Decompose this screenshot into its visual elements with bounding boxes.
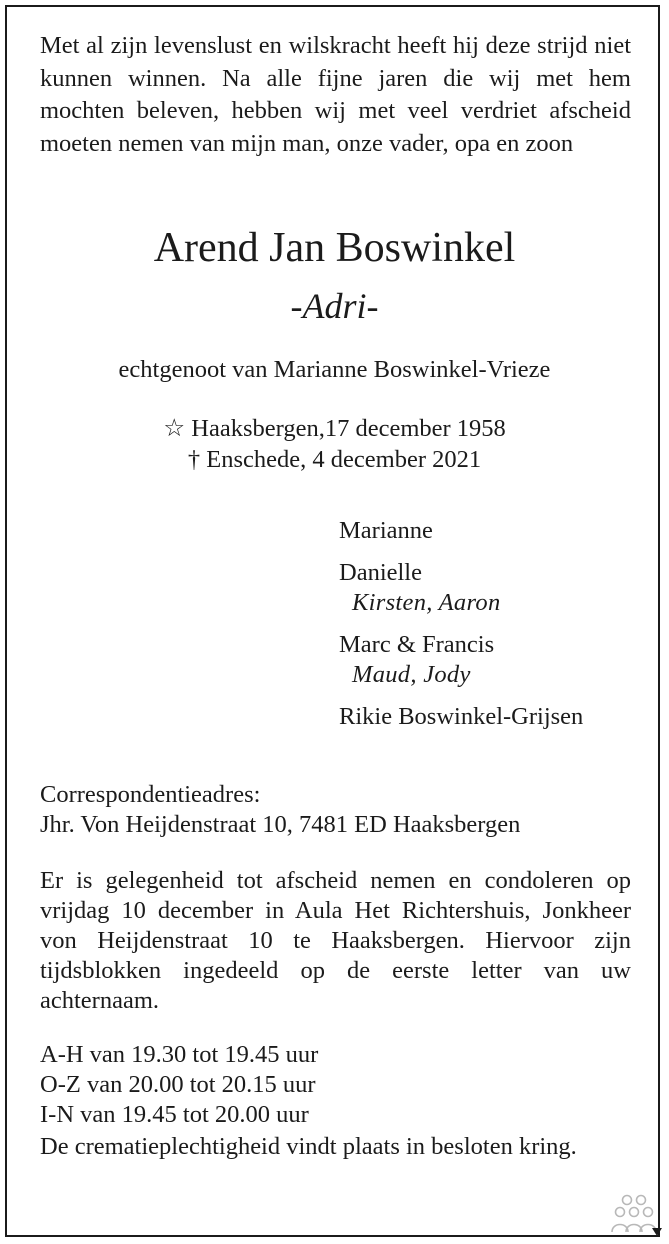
deceased-name: Arend Jan Boswinkel [153,225,516,271]
intro-text: Met al zijn levenslust en wilskracht heeft hij deze strijd niet kunnen winnen. Na alle fijne jaren die wij met hem mochten beleven, hebben wij met veel verdriet afscheid moeten nemen van mijn man, onze vader, opa en zoon [40,32,631,157]
family-member: Marianne [339,517,433,544]
people-group-logo-icon[interactable] [608,1194,664,1238]
birth-date: ☆ Haaksbergen,17 december 1958 [163,415,506,442]
cremation-text: De crematieplechtigheid vindt plaats in besloten kring. [40,1133,577,1160]
deceased-nickname: -Adri- [290,286,379,326]
death-date: † Enschede, 4 december 2021 [187,446,482,473]
visitation-text: Er is gelegenheid tot afscheid nemen en condoleren op vrijdag 10 december in Aula Het Richtershuis, Jonkheer von Heijdenstraat 10 te Haaksbergen. Hiervoor zijn tijdsblokken ingedeeld op de eerste letter van uw achternaam. [40,867,631,1014]
schedule-slot: I-N van 19.45 tot 20.00 uur [40,1101,309,1128]
correspondence-address [40,780,631,840]
arrow-down-icon [652,1228,662,1236]
time-schedule [40,1040,631,1130]
family-grandchildren: Kirsten, Aaron [352,589,501,616]
family-member: Danielle [339,559,422,586]
family-grandchildren: Maud, Jody [352,661,471,688]
correspondence-street: Jhr. Von Heijdenstraat 10, 7481 ED Haaksbergen [40,811,521,838]
family-member: Rikie Boswinkel-Grijsen [339,703,584,730]
schedule-slot: O-Z van 20.00 tot 20.15 uur [40,1071,316,1098]
life-dates [0,413,669,475]
family-member: Marc & Francis [339,631,495,658]
schedule-slot: A-H van 19.30 tot 19.45 uur [40,1041,319,1068]
correspondence-label: Correspondentieadres: [40,781,261,808]
spouse-line: echtgenoot van Marianne Boswinkel-Vrieze [118,356,551,383]
family-list [339,516,659,732]
